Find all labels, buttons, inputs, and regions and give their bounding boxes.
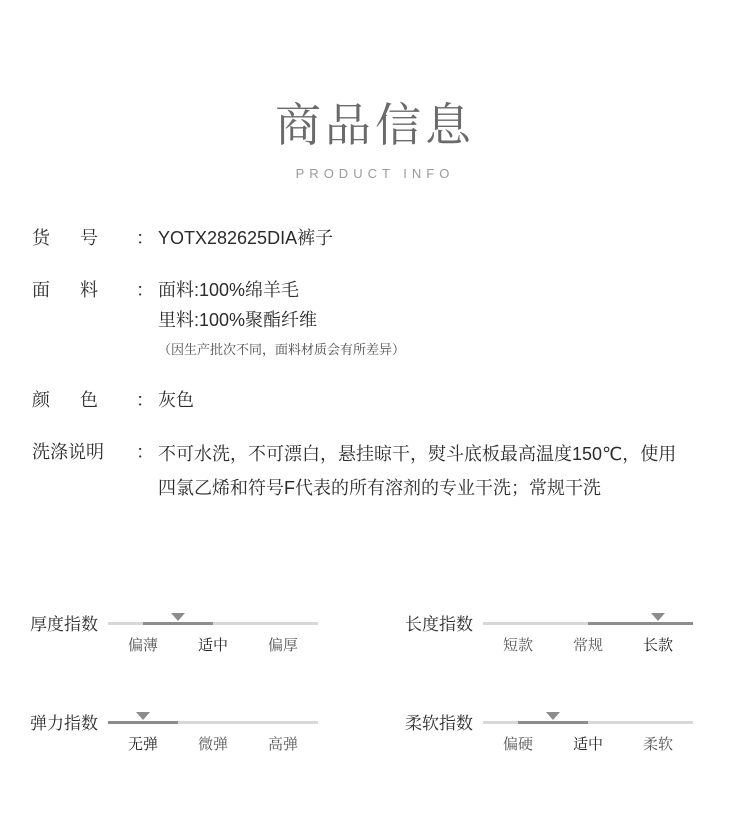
meter-row-2 <box>0 699 750 754</box>
meter-length <box>375 600 750 655</box>
meter-row-1 <box>0 600 750 655</box>
fabric-lining: 里料:100%聚酯纤维 <box>158 309 318 330</box>
info-row-item-code <box>32 223 720 253</box>
meter-track-softness <box>483 721 693 724</box>
meter-track-active-thickness <box>143 622 213 625</box>
meter-tick: 适中 <box>197 637 228 654</box>
info-row-color <box>32 385 720 415</box>
meter-arrow-length <box>651 613 665 621</box>
meter-title-length: 长度指数 <box>405 615 473 634</box>
meter-tick: 柔软 <box>642 736 673 753</box>
page-title: 商品信息 <box>275 99 475 151</box>
meter-track-active-elasticity <box>108 721 178 724</box>
meter-thickness <box>0 600 375 655</box>
info-label: 货 号 <box>32 227 99 248</box>
info-list <box>0 223 750 505</box>
info-value-fabric <box>154 275 720 363</box>
meter-title-thickness: 厚度指数 <box>30 615 98 634</box>
meter-arrow-thickness <box>171 613 185 621</box>
meter-body-elasticity <box>108 699 375 754</box>
meter-track-elasticity <box>108 721 318 724</box>
info-row-fabric <box>32 275 720 363</box>
meter-title-softness: 柔软指数 <box>405 714 473 733</box>
info-value-item-code: YOTX282625DIA裤子 <box>158 227 334 248</box>
meter-body-softness <box>483 699 750 754</box>
page-subtitle: PRODUCT INFO <box>295 165 455 181</box>
meter-track-active-length <box>588 622 693 625</box>
washing-line-2: 四氯乙烯和符号F代表的所有溶剂的专业干洗；常规干洗 <box>158 477 601 498</box>
meter-title-elasticity: 弹力指数 <box>30 714 98 733</box>
meter-ticks-length <box>483 634 693 655</box>
index-meters <box>0 600 750 798</box>
meter-track-active-softness <box>518 721 588 724</box>
info-colon: ： <box>136 227 154 248</box>
meter-ticks-elasticity <box>108 733 318 754</box>
meter-softness <box>375 699 750 754</box>
meter-tick: 微弹 <box>197 736 228 753</box>
info-label: 颜 色 <box>32 389 99 410</box>
info-row-washing <box>32 437 720 505</box>
meter-body-thickness <box>108 600 375 655</box>
meter-elasticity <box>0 699 375 754</box>
meter-tick: 适中 <box>572 736 603 753</box>
meter-arrow-softness <box>546 712 560 720</box>
meter-track-thickness <box>108 622 318 625</box>
meter-ticks-softness <box>483 733 693 754</box>
meter-tick: 无弹 <box>127 736 158 753</box>
meter-body-length <box>483 600 750 655</box>
page-header <box>0 0 750 181</box>
meter-tick: 长款 <box>642 637 673 654</box>
info-colon: ： <box>136 441 154 462</box>
info-colon: ： <box>136 279 154 300</box>
meter-tick: 短款 <box>502 637 533 654</box>
meter-tick: 偏硬 <box>502 736 533 753</box>
info-value-washing <box>154 437 720 505</box>
info-label: 面 料 <box>32 279 99 300</box>
meter-track-length <box>483 622 693 625</box>
washing-line-1: 不可水洗，不可漂白，悬挂晾干，熨斗底板最高温度150℃，使用 <box>158 443 677 464</box>
meter-tick: 偏厚 <box>267 637 298 654</box>
meter-tick: 高弹 <box>267 736 298 753</box>
fabric-note: （因生产批次不同，面料材质会有所差异） <box>158 341 406 357</box>
info-colon: ： <box>136 389 154 410</box>
info-value-color: 灰色 <box>158 389 194 410</box>
meter-tick: 常规 <box>572 637 603 654</box>
meter-ticks-thickness <box>108 634 318 655</box>
meter-tick: 偏薄 <box>127 637 158 654</box>
meter-arrow-elasticity <box>136 712 150 720</box>
info-label: 洗涤说明 <box>32 441 104 462</box>
fabric-shell: 面料:100%绵羊毛 <box>158 279 300 300</box>
